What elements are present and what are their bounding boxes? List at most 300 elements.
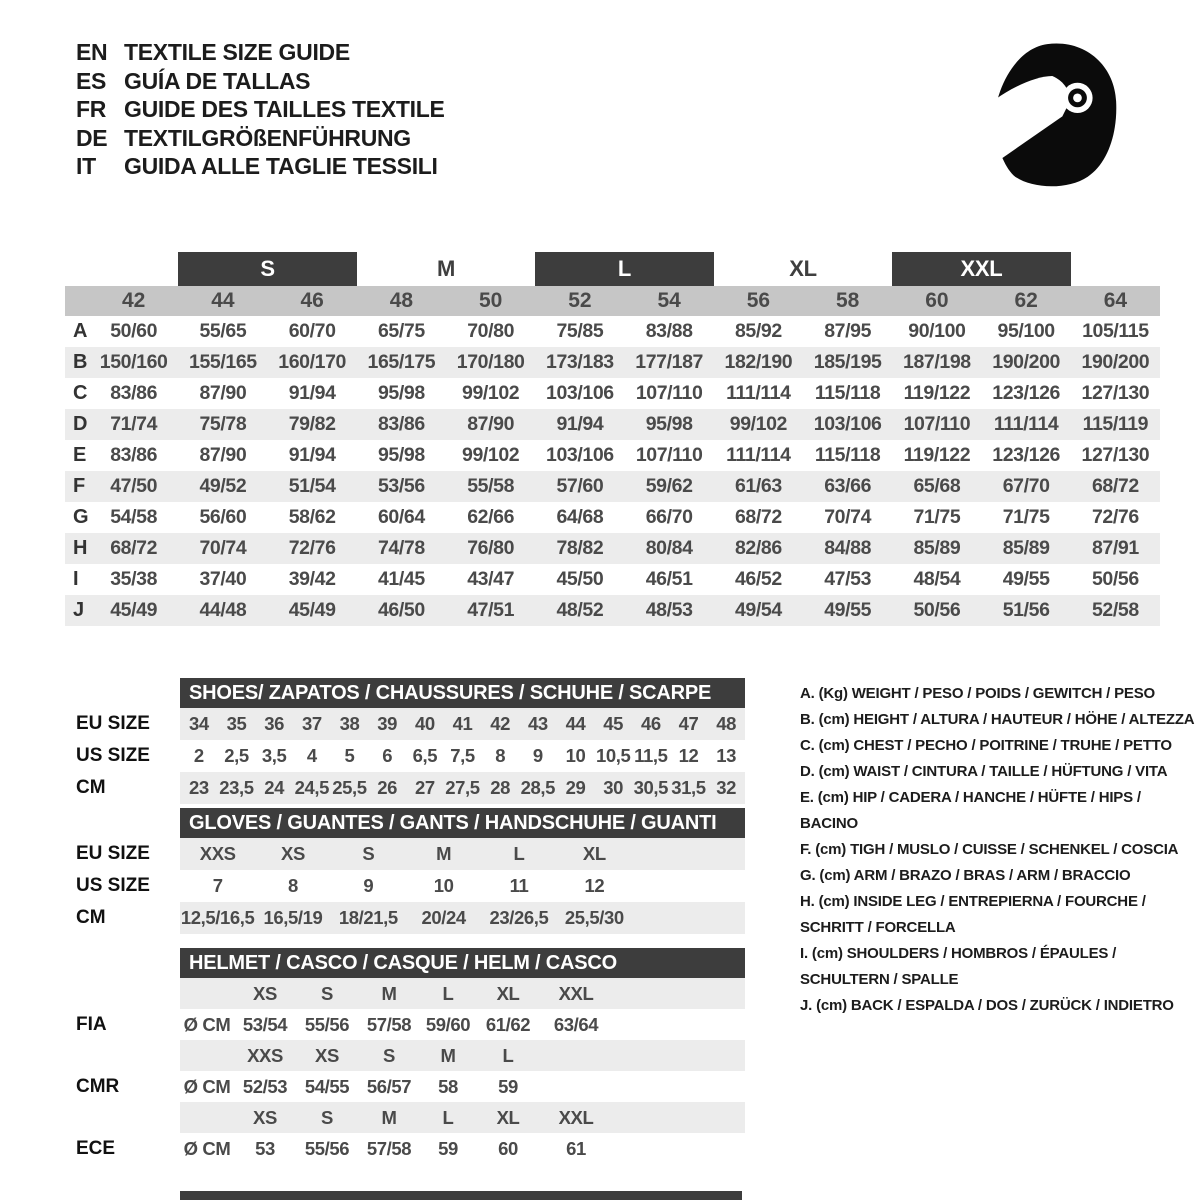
legend-item: E. (cm) HIP / CADERA / HANCHE / HÜFTE / HIPS / BACINO bbox=[800, 789, 1141, 832]
helmet-standard-row-ece-cell: 61 bbox=[566, 1137, 586, 1159]
gloves-row-cell: 18/21,5 bbox=[338, 907, 398, 928]
racing-helmet-icon bbox=[975, 26, 1143, 200]
measure-cell: 150/160 bbox=[99, 351, 168, 373]
measure-row-b bbox=[65, 347, 1160, 378]
helmet-sizes-row-ece-cell: L bbox=[442, 1106, 454, 1128]
measure-cell: 87/91 bbox=[1091, 537, 1139, 559]
measure-cell: 107/110 bbox=[903, 413, 971, 435]
shoes-row-cell: 9 bbox=[532, 745, 543, 766]
shoes-row-cell: 47 bbox=[678, 713, 699, 734]
shoes-row-values bbox=[180, 772, 745, 804]
measure-cell: 51/56 bbox=[1002, 599, 1050, 621]
helmet-sizes-row-ece-cell bbox=[180, 1102, 234, 1133]
textile-size-table bbox=[65, 252, 1160, 626]
shoes-row-values bbox=[180, 740, 745, 772]
helmet-standard-row-cmr-cell: 52/53 bbox=[242, 1075, 288, 1097]
shoes-row-cell: 40 bbox=[414, 713, 435, 734]
shoes-row-cell: 28,5 bbox=[520, 777, 556, 798]
shoes-row-cell: 39 bbox=[377, 713, 398, 734]
measure-cell: 115/118 bbox=[814, 382, 881, 404]
shoes-row-cell: 43 bbox=[527, 713, 548, 734]
legend-item: J. (cm) BACK / ESPALDA / DOS / ZURÜCK / INDIETRO bbox=[800, 997, 1174, 1014]
measure-cell: 48/54 bbox=[913, 568, 961, 590]
measure-cell: 51/54 bbox=[288, 475, 336, 497]
helmet-sizes-row-cmr-cell: M bbox=[440, 1044, 456, 1066]
helmet-sizes-row-cmr-label bbox=[76, 1040, 180, 1071]
measure-cell: 111/114 bbox=[726, 382, 791, 404]
helmet-title-band: HELMET / CASCO / CASQUE / HELM / CASCO bbox=[180, 948, 745, 978]
shoes-row-cell: 25,5 bbox=[332, 777, 367, 798]
helmet-sizes-row-fia-cell: XL bbox=[496, 982, 520, 1004]
legend-item: G. (cm) ARM / BRAZO / BRAS / ARM / BRACCIO bbox=[800, 867, 1131, 884]
measure-cell: 91/94 bbox=[556, 413, 604, 435]
measure-cell: 48/52 bbox=[556, 599, 604, 621]
gloves-row-values bbox=[180, 870, 745, 902]
measure-cell: 105/115 bbox=[1082, 320, 1149, 342]
measure-row-label: E bbox=[73, 444, 87, 466]
shoes-row-label: EU SIZE bbox=[76, 713, 150, 734]
cropped-section-band bbox=[180, 1191, 742, 1200]
measure-row-e bbox=[65, 440, 1160, 471]
helmet-standard-row-cmr-cell: 54/55 bbox=[304, 1075, 350, 1097]
helmet-standard-row-cmr-grid bbox=[180, 1071, 612, 1102]
shoes-row-cell: 2,5 bbox=[224, 745, 249, 766]
size-column-header: 48 bbox=[389, 289, 414, 312]
helmet-standard-row-fia-cell: 59/60 bbox=[425, 1013, 471, 1035]
gloves-row-cell: 10 bbox=[433, 875, 454, 896]
language-row bbox=[76, 38, 445, 67]
measure-cell: 95/100 bbox=[997, 320, 1055, 342]
shoes-row-cell: 27 bbox=[414, 777, 435, 798]
measure-cell: 123/126 bbox=[992, 382, 1060, 404]
measure-cell: 103/106 bbox=[813, 413, 882, 435]
helmet-sizes-row-ece-cell: XS bbox=[253, 1106, 277, 1128]
gloves-row-cell: 7 bbox=[212, 875, 223, 896]
helmet-sizes-row-ece-grid bbox=[180, 1102, 612, 1133]
shoes-row-cell: 23 bbox=[188, 777, 209, 798]
measure-row-label: I bbox=[73, 568, 79, 590]
measure-cell: 82/86 bbox=[734, 537, 782, 559]
measure-cell: 115/119 bbox=[1082, 413, 1149, 435]
shoes-row-cell: 6 bbox=[382, 745, 393, 766]
legend-item: H. (cm) INSIDE LEG / ENTREPIERNA / FOURCHE / SCHRITT / FORCELLA bbox=[800, 893, 1146, 936]
measure-cell: 70/74 bbox=[824, 506, 872, 528]
measure-cell: 70/80 bbox=[467, 320, 515, 342]
shoes-title-band: SHOES/ ZAPATOS / CHAUSSURES / SCHUHE / SCARPE bbox=[180, 678, 745, 708]
gloves-row-cell: 23/26,5 bbox=[489, 907, 549, 928]
helmet-sizes-row-cmr-cell: XS bbox=[315, 1044, 339, 1066]
gloves-section bbox=[76, 808, 746, 934]
measure-cell: 45/49 bbox=[288, 599, 336, 621]
helmet-standard-row-cmr bbox=[76, 1071, 746, 1102]
measure-cell: 47/53 bbox=[824, 568, 872, 590]
shoes-row-label: CM bbox=[76, 777, 106, 798]
measure-cell: 49/54 bbox=[734, 599, 782, 621]
measure-cell: 91/94 bbox=[288, 382, 336, 404]
measure-cell: 63/66 bbox=[824, 475, 872, 497]
measure-cell: 182/190 bbox=[724, 351, 793, 373]
measure-cell: 85/89 bbox=[913, 537, 961, 559]
helmet-sizes-row-fia-grid bbox=[180, 978, 612, 1009]
measure-cell: 41/45 bbox=[377, 568, 425, 590]
gloves-row-cell: 11 bbox=[509, 875, 529, 896]
helmet-sizes-row-cmr-cell: L bbox=[502, 1044, 514, 1066]
helmet-standard-row-fia-label: FIA bbox=[76, 1013, 107, 1035]
helmet-standard-row-ece-cell: 60 bbox=[498, 1137, 518, 1159]
shoes-row-cell: 24 bbox=[264, 777, 285, 798]
measure-cell: 52/58 bbox=[1091, 599, 1139, 621]
helmet-standard-row-fia-cell: Ø CM bbox=[183, 1013, 231, 1035]
measure-cell: 65/68 bbox=[913, 475, 961, 497]
measure-cell: 46/50 bbox=[377, 599, 425, 621]
helmet-sizes-row-ece-label bbox=[76, 1102, 180, 1133]
measure-cell: 60/70 bbox=[288, 320, 336, 342]
measure-cell: 80/84 bbox=[645, 537, 693, 559]
measure-row-label: C bbox=[73, 382, 88, 404]
measure-cell: 64/68 bbox=[556, 506, 604, 528]
measure-cell: 85/89 bbox=[1002, 537, 1050, 559]
gloves-row-values bbox=[180, 902, 745, 934]
size-column-header: 62 bbox=[1014, 289, 1038, 312]
gloves-row-grid bbox=[180, 870, 632, 902]
measure-cell: 48/53 bbox=[645, 599, 693, 621]
language-title: GUIDA ALLE TAGLIE TESSILI bbox=[124, 153, 438, 179]
measure-cell: 49/52 bbox=[199, 475, 247, 497]
gloves-row-cell: 12 bbox=[584, 875, 605, 896]
measure-cell: 68/72 bbox=[734, 506, 782, 528]
measure-cell: 65/75 bbox=[377, 320, 425, 342]
language-title: TEXTILGRÖßENFÜHRUNG bbox=[124, 124, 411, 151]
measure-cell: 57/60 bbox=[556, 475, 604, 497]
helmet-standard-row-ece bbox=[76, 1133, 746, 1164]
measure-row-label: G bbox=[73, 506, 89, 528]
gloves-row-grid bbox=[180, 902, 632, 934]
helmet-sizes-row-cmr-cell bbox=[540, 1040, 612, 1071]
measure-cell: 90/100 bbox=[908, 320, 966, 342]
helmet-rows bbox=[76, 978, 746, 1164]
measure-cell: 85/92 bbox=[734, 320, 782, 342]
size-column-header: 52 bbox=[568, 289, 592, 312]
legend-item: F. (cm) TIGH / MUSLO / CUISSE / SCHENKEL / COSCIA bbox=[800, 841, 1179, 858]
gloves-row-cell: XXS bbox=[199, 843, 236, 864]
shoes-row-cell: 44 bbox=[565, 713, 586, 734]
shoes-row-cell: 10 bbox=[565, 745, 586, 766]
language-code: FR bbox=[76, 96, 107, 122]
measure-cell: 54/58 bbox=[110, 506, 158, 528]
size-band-xxl: XXL bbox=[892, 252, 1071, 286]
legend-item: B. (cm) HEIGHT / ALTURA / HAUTEUR / HÖHE / ALTEZZA bbox=[800, 711, 1195, 728]
helmet-sizes-row-cmr-cell bbox=[180, 1040, 234, 1071]
helmet-sizes-row-cmr-cell: XXS bbox=[247, 1044, 283, 1066]
measure-cell: 107/110 bbox=[635, 382, 703, 404]
size-band-row bbox=[65, 252, 1160, 286]
helmet-sizes-row-fia-cell: L bbox=[442, 982, 454, 1004]
measure-cell: 49/55 bbox=[824, 599, 872, 621]
measure-cell: 119/122 bbox=[903, 382, 971, 404]
measure-cell: 46/51 bbox=[645, 568, 693, 590]
measure-cell: 60/64 bbox=[377, 506, 425, 528]
gloves-row-cell: 9 bbox=[363, 875, 374, 896]
measure-cell: 127/130 bbox=[1081, 444, 1150, 466]
measure-cell: 75/78 bbox=[199, 413, 247, 435]
helmet-standard-row-cmr-cell: Ø CM bbox=[183, 1075, 231, 1097]
shoes-row-cell: 34 bbox=[188, 713, 209, 734]
helmet-standard-row-cmr-cell: 59 bbox=[498, 1075, 518, 1097]
helmet-standard-row-ece-cell: 57/58 bbox=[366, 1137, 412, 1159]
measure-cell: 103/106 bbox=[546, 382, 614, 404]
helmet-sizes-row-fia-cell: XS bbox=[253, 982, 277, 1004]
measure-cell: 74/78 bbox=[377, 537, 425, 559]
shoes-row bbox=[76, 772, 746, 804]
measure-cell: 62/66 bbox=[467, 506, 515, 528]
helmet-sizes-row-cmr-grid bbox=[180, 1040, 612, 1071]
size-column-header: 64 bbox=[1103, 289, 1128, 312]
language-row bbox=[76, 95, 445, 124]
gloves-row-cell: 12,5/16,5 bbox=[180, 907, 255, 928]
measure-cell: 66/70 bbox=[645, 506, 693, 528]
measure-row-label: F bbox=[73, 475, 86, 497]
shoes-row-cell: 37 bbox=[301, 713, 322, 734]
shoes-row-cell: 31,5 bbox=[671, 777, 706, 798]
measure-cell: 84/88 bbox=[824, 537, 872, 559]
size-band-xl: XL bbox=[789, 256, 817, 281]
size-column-header: 58 bbox=[835, 289, 860, 312]
measure-row-f bbox=[65, 471, 1160, 502]
helmet-standard-row-fia-cell: 61/62 bbox=[485, 1013, 531, 1035]
gloves-row-cell: 8 bbox=[288, 875, 298, 896]
measure-cell: 49/55 bbox=[1002, 568, 1050, 590]
shoes-row-cell: 29 bbox=[565, 777, 586, 798]
helmet-standard-row-fia-grid bbox=[180, 1009, 612, 1040]
helmet-standard-row-ece-cell: Ø CM bbox=[183, 1137, 231, 1159]
measure-cell: 50/56 bbox=[913, 599, 961, 621]
measure-cell: 72/76 bbox=[1091, 506, 1139, 528]
helmet-standard-row-fia-cell: 57/58 bbox=[366, 1013, 412, 1035]
measure-cell: 47/51 bbox=[467, 599, 515, 621]
measure-cell: 83/88 bbox=[645, 320, 693, 342]
measure-row-label: B bbox=[73, 351, 88, 373]
measure-cell: 115/118 bbox=[814, 444, 881, 466]
measure-cell: 190/200 bbox=[1081, 351, 1150, 373]
helmet-sizes-row-ece-values bbox=[180, 1102, 745, 1133]
measure-cell: 71/74 bbox=[110, 413, 158, 435]
measure-cell: 111/114 bbox=[726, 444, 791, 466]
shoes-row-cell: 48 bbox=[716, 713, 737, 734]
helmet-section bbox=[76, 948, 746, 1164]
measure-cell: 76/80 bbox=[467, 537, 515, 559]
helmet-standard-row-ece-label: ECE bbox=[76, 1137, 116, 1159]
size-column-header: 60 bbox=[925, 289, 949, 312]
measure-cell: 119/122 bbox=[903, 444, 971, 466]
helmet-standard-row-cmr-values bbox=[180, 1071, 745, 1102]
helmet-sizes-row-fia bbox=[76, 978, 746, 1009]
measure-cell: 83/86 bbox=[110, 444, 158, 466]
helmet-sizes-row-ece-cell: S bbox=[321, 1106, 333, 1128]
measure-cell: 53/56 bbox=[377, 475, 425, 497]
helmet-standard-row-cmr-label: CMR bbox=[76, 1075, 120, 1097]
legend-item: C. (cm) CHEST / PECHO / POITRINE / TRUHE / PETTO bbox=[800, 737, 1172, 754]
gloves-row-cell: 20/24 bbox=[421, 907, 466, 928]
measure-cell: 111/114 bbox=[993, 413, 1059, 435]
measure-cell: 99/102 bbox=[462, 382, 520, 404]
measure-row-j bbox=[65, 595, 1160, 626]
measure-cell: 190/200 bbox=[992, 351, 1060, 373]
helmet-sizes-row-fia-cell: M bbox=[381, 982, 397, 1004]
measure-cell: 99/102 bbox=[729, 413, 787, 435]
measure-cell: 68/72 bbox=[1091, 475, 1139, 497]
size-band-l: L bbox=[535, 252, 714, 286]
gloves-row-cell: M bbox=[436, 843, 452, 864]
helmet-standard-row-cmr-cell: 56/57 bbox=[366, 1075, 412, 1097]
shoes-row-cell: 28 bbox=[490, 777, 511, 798]
shoes-row bbox=[76, 708, 746, 740]
helmet-standard-row-fia-cell: 63/64 bbox=[553, 1013, 599, 1035]
measure-row-label: H bbox=[73, 537, 88, 559]
shoes-row-cell: 30,5 bbox=[633, 777, 669, 798]
language-row bbox=[76, 124, 445, 153]
row-label-spacer bbox=[65, 286, 89, 316]
measure-cell: 83/86 bbox=[110, 382, 158, 404]
measure-cell: 35/38 bbox=[110, 568, 158, 590]
shoes-row-cell: 26 bbox=[377, 777, 398, 798]
helmet-sizes-row-ece bbox=[76, 1102, 746, 1133]
helmet-sizes-row-cmr-cell: S bbox=[383, 1044, 395, 1066]
helmet-standard-row-ece-cell: 53 bbox=[255, 1137, 275, 1159]
measure-cell: 45/50 bbox=[556, 568, 604, 590]
size-column-header: 46 bbox=[300, 289, 324, 312]
measure-cell: 155/165 bbox=[189, 351, 257, 373]
shoes-row-cell: 3,5 bbox=[261, 745, 287, 766]
shoes-row-grid bbox=[180, 708, 745, 740]
measure-cell: 46/52 bbox=[734, 568, 782, 590]
shoes-row-cell: 4 bbox=[306, 745, 317, 766]
helmet-sizes-row-cmr-values bbox=[180, 1040, 745, 1071]
helmet-sizes-row-cmr bbox=[76, 1040, 746, 1071]
size-band-s: S bbox=[178, 252, 357, 286]
size-column-header: 42 bbox=[121, 289, 146, 312]
helmet-sizes-row-fia-values bbox=[180, 978, 745, 1009]
measure-cell: 165/175 bbox=[367, 351, 436, 373]
measure-rows bbox=[65, 316, 1160, 626]
shoes-row-cell: 23,5 bbox=[219, 777, 254, 798]
helmet-standard-row-cmr-cell: 58 bbox=[438, 1075, 458, 1097]
helmet-sizes-row-fia-cell: S bbox=[321, 982, 333, 1004]
measure-row-h bbox=[65, 533, 1160, 564]
measure-cell: 61/63 bbox=[734, 475, 782, 497]
language-row bbox=[76, 67, 445, 96]
shoes-row-cell: 5 bbox=[344, 745, 355, 766]
measure-cell: 160/170 bbox=[278, 351, 346, 373]
shoes-row-cell: 12 bbox=[678, 745, 699, 766]
measure-cell: 87/90 bbox=[199, 444, 247, 466]
shoes-row-cell: 36 bbox=[264, 713, 285, 734]
legend-item: I. (cm) SHOULDERS / HOMBROS / ÉPAULES / SCHULTERN / SPALLE bbox=[800, 945, 1117, 988]
helmet-sizes-row-fia-cell bbox=[180, 978, 234, 1009]
gloves-row-label: CM bbox=[76, 907, 106, 928]
gloves-row-cell: L bbox=[513, 843, 525, 864]
shoes-row-cell: 41 bbox=[452, 713, 473, 734]
shoes-row-cell: 13 bbox=[716, 745, 737, 766]
helmet-standard-row-ece-cell: 55/56 bbox=[304, 1137, 350, 1159]
measure-cell: 95/98 bbox=[645, 413, 693, 435]
measure-row-label: J bbox=[73, 599, 85, 621]
helmet-standard-row-fia bbox=[76, 1009, 746, 1040]
size-column-header: 44 bbox=[211, 289, 235, 312]
legend-item: A. (Kg) WEIGHT / PESO / POIDS / GEWITCH / PESO bbox=[800, 685, 1155, 702]
measure-cell: 83/86 bbox=[377, 413, 425, 435]
language-row bbox=[76, 152, 445, 181]
size-band-m: M bbox=[436, 256, 456, 281]
gloves-title-band: GLOVES / GUANTES / GANTS / HANDSCHUHE / GUANTI bbox=[180, 808, 745, 838]
measure-row-label: A bbox=[73, 320, 88, 342]
shoes-row-cell: 11,5 bbox=[634, 745, 668, 766]
measure-cell: 177/187 bbox=[635, 351, 703, 373]
shoes-row-grid bbox=[180, 740, 745, 772]
measure-cell: 55/58 bbox=[467, 475, 515, 497]
helmet-standard-row-fia-cell: 55/56 bbox=[304, 1013, 350, 1035]
measure-cell: 39/42 bbox=[288, 568, 336, 590]
shoes-row-grid bbox=[180, 772, 745, 804]
measure-cell: 185/195 bbox=[813, 351, 882, 373]
measure-cell: 50/56 bbox=[1091, 568, 1139, 590]
measure-cell: 127/130 bbox=[1081, 382, 1150, 404]
measure-row-label: D bbox=[73, 413, 88, 435]
measure-cell: 56/60 bbox=[199, 506, 247, 528]
gloves-row-label: EU SIZE bbox=[76, 843, 150, 864]
gloves-row-cell: 25,5/30 bbox=[564, 907, 624, 928]
measure-cell: 79/82 bbox=[288, 413, 336, 435]
measure-cell: 71/75 bbox=[913, 506, 961, 528]
measure-cell: 72/76 bbox=[288, 537, 336, 559]
gloves-row bbox=[76, 902, 746, 934]
measurement-legend bbox=[800, 681, 1196, 1019]
measure-row-d bbox=[65, 409, 1160, 440]
shoes-row-values bbox=[180, 708, 745, 740]
language-code: IT bbox=[76, 153, 96, 179]
language-code: ES bbox=[76, 67, 107, 94]
language-title: GUIDE DES TAILLES TEXTILE bbox=[124, 96, 445, 122]
helmet-standard-row-fia-values bbox=[180, 1009, 745, 1040]
measure-cell: 59/62 bbox=[645, 475, 693, 497]
racing-helmet-svg bbox=[975, 26, 1143, 200]
shoes-row-cell: 46 bbox=[640, 713, 661, 734]
measure-cell: 123/126 bbox=[992, 444, 1060, 466]
shoes-row-cell: 8 bbox=[495, 745, 506, 766]
size-column-header: 50 bbox=[478, 289, 503, 312]
shoes-row-cell: 32 bbox=[716, 777, 737, 798]
language-list bbox=[76, 38, 445, 181]
gloves-row-cell: XL bbox=[582, 843, 606, 864]
size-column-header: 54 bbox=[657, 289, 681, 312]
measure-cell: 103/106 bbox=[546, 444, 614, 466]
gloves-row-values bbox=[180, 838, 745, 870]
measure-cell: 55/65 bbox=[199, 320, 247, 342]
shoes-row-cell: 10,5 bbox=[595, 745, 631, 766]
shoes-row-label: US SIZE bbox=[76, 745, 150, 766]
shoes-row-cell: 42 bbox=[490, 713, 511, 734]
measure-cell: 37/40 bbox=[199, 568, 247, 590]
measure-cell: 87/90 bbox=[467, 413, 515, 435]
size-number-row bbox=[65, 286, 1160, 316]
measure-cell: 45/49 bbox=[110, 599, 158, 621]
shoes-row-cell: 35 bbox=[226, 713, 247, 734]
gloves-row-cell: XS bbox=[281, 843, 305, 864]
shoes-row-cell: 30 bbox=[603, 777, 624, 798]
measure-row-a bbox=[65, 316, 1160, 347]
helmet-sizes-row-ece-cell: XL bbox=[496, 1106, 520, 1128]
language-code: EN bbox=[76, 39, 108, 65]
shoes-row-cell: 38 bbox=[339, 713, 360, 734]
